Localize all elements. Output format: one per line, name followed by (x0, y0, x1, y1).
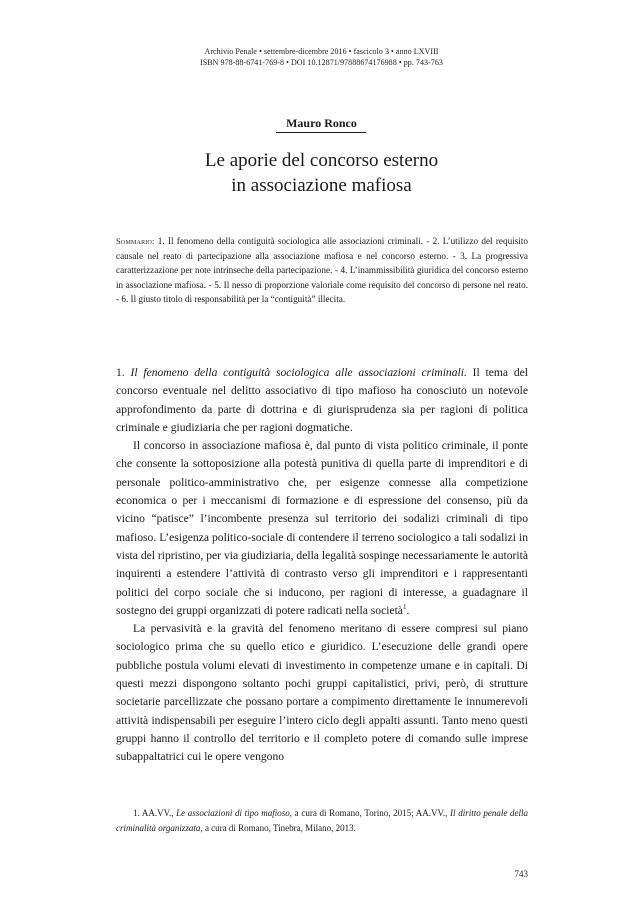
section-number: 1. (116, 366, 131, 379)
paragraph-2-text: Il concorso in associazione mafiosa è, dal punto di vista politico criminale, il ponte che consente la sottoposizione alla potestà punitiva di quella parte di imprenditori e di personale politico-amministrativo che, per esigenze connesse alla competizione economica o per i meccanismi di formazione e di espressione del consenso, più da vicino “patisce” l’incombente presenza sul territorio dei sodalizi criminali di tipo mafioso. L’esigenza politico-sociale di contendere il terreno sociologico a tali sodalizi in vista del ripristino, per via giudiziaria, della legalità sospinge necessariamente le autorità inquirenti a estendere l’attività di contrasto verso gli imprenditori e i rappresentanti politici del corpo sociale che si inducono, per ragioni di interesse, a guadagnare il sostegno dei gruppi organizzati di potere radicati nella società (116, 439, 528, 617)
summary-text: 1. Il fenomeno della contiguità sociologica alle associazioni criminali. - 2. L’utilizzo del requisito causale nel reato di partecipazione alla associazione mafiosa e nel concorso esterno. - 3. La progressiva caratterizzazione per note intrinseche della partecipazione. - 4. L’inammissibilità giuridica del concorso esterno in associazione mafiosa. - 5. Il nesso di proporzione valoriale come requisito del concorso di persone nel reato. - 6. Il giusto titolo di responsabilità per la “contiguità” illecita. (116, 236, 528, 304)
footnote-ref-1[interactable]: 1 (402, 603, 407, 611)
paragraph-2 (116, 437, 528, 620)
footnote-1 (116, 806, 528, 836)
header-journal-line: Archivio Penale • settembre-dicembre 2016 • fascicolo 3 • anno LXVIII (204, 47, 439, 56)
footnote-text-part: AA.VV., (139, 808, 177, 818)
footnote-text-part: , a cura di Romano, Tinebra, Milano, 2013. (200, 823, 356, 833)
paragraph-1 (116, 364, 528, 437)
summary-block (116, 234, 528, 307)
page-number: 743 (514, 869, 528, 879)
paragraph-2-end: . (406, 603, 410, 617)
footnote-text-part: , a cura di Romano, Torino, 2015; AA.VV., (289, 808, 451, 818)
paragraph-3 (116, 620, 528, 766)
title-line-2: in associazione mafiosa (231, 175, 412, 196)
footnote-title-italic: Le associazioni di tipo mafioso (176, 808, 290, 818)
summary-lead: Sommario: (116, 236, 155, 246)
footnote-title-italic: Il diritto penale della criminalità organizzata (116, 808, 528, 833)
author-underline (276, 132, 366, 133)
paragraph-1-text: Il tema del concorso eventuale nel delitto associativo di tipo mafioso ha conosciuto un notevole approfondimento da parte di dottrina e di giurisprudenza sia per ragioni di politica criminale e giudiziaria che per ragioni dogmatiche. (116, 366, 528, 434)
header-isbn-line: ISBN 978-88-6741-769-8 • DOI 10.12871/97888674176988 • pp. 743-763 (200, 58, 443, 67)
article-title (0, 148, 643, 198)
footnote-number: 1. (133, 808, 140, 818)
author-name: Mauro Ronco (286, 116, 357, 130)
paragraph-3-text: La pervasività e la gravità del fenomeno meritano di essere compresi sul piano sociologico prima che su quello etico e giuridico. L’esecuzione delle grandi opere pubbliche postula volumi elevati di investimento in competenze umane e in capitali. Di questi mezzi dispongono soltanto pochi gruppi capitalistici, privi, però, di strutture societarie parcellizzate che possano portare a compimento direttamente le innumerevoli attività indispensabili per eseguire l’intero ciclo degli appalti assunti. Tanto meno questi gruppi hanno il controllo del territorio e il completo potere di comando sulle imprese subappaltatrici cui le opere vengono (116, 622, 528, 764)
running-header (0, 46, 643, 68)
section-heading: Il fenomeno della contiguità sociologica alle associazioni criminali. (130, 366, 467, 379)
footnotes-block (116, 806, 528, 836)
title-line-1: Le aporie del concorso esterno (204, 150, 439, 171)
article-body (116, 364, 528, 767)
